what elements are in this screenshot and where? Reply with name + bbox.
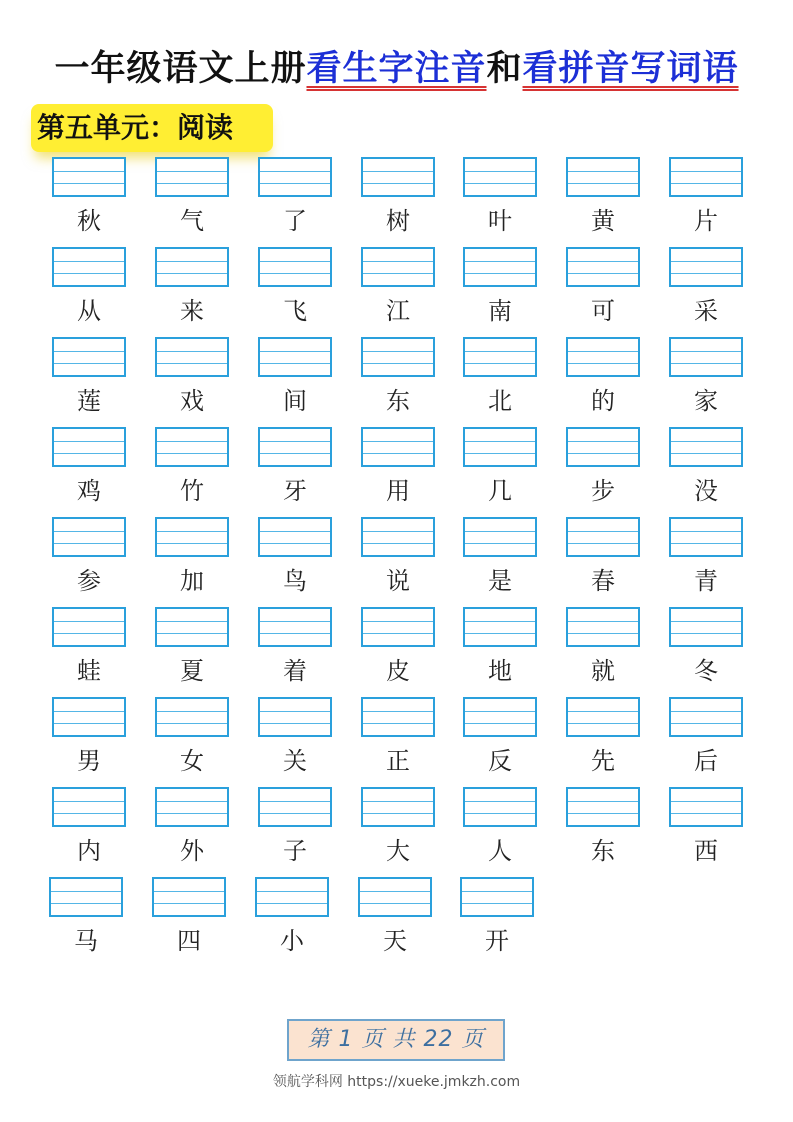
guide-line [465, 351, 535, 352]
guide-line [363, 621, 433, 622]
guide-line [671, 171, 741, 172]
hanzi-character: 正 [386, 747, 410, 775]
hanzi-character: 家 [694, 387, 718, 415]
pinyin-writing-box[interactable] [155, 517, 229, 557]
guide-line [260, 453, 330, 454]
hanzi-character: 采 [694, 297, 718, 325]
pinyin-writing-box[interactable] [463, 697, 537, 737]
pinyin-writing-box[interactable] [52, 337, 126, 377]
guide-line [363, 813, 433, 814]
pinyin-writing-box[interactable] [361, 697, 435, 737]
guide-line [54, 261, 124, 262]
hanzi-character: 反 [488, 747, 512, 775]
pinyin-writing-box[interactable] [463, 607, 537, 647]
guide-line [568, 543, 638, 544]
guide-line [671, 363, 741, 364]
hanzi-character: 外 [180, 837, 204, 865]
pinyin-writing-box[interactable] [566, 517, 640, 557]
hanzi-character: 莲 [77, 387, 101, 415]
pinyin-writing-box[interactable] [463, 517, 537, 557]
guide-line [462, 891, 532, 892]
hanzi-character: 东 [386, 387, 410, 415]
guide-line [568, 711, 638, 712]
pinyin-writing-box[interactable] [566, 787, 640, 827]
hanzi-character: 马 [74, 927, 98, 955]
guide-line [54, 711, 124, 712]
guide-line [568, 531, 638, 532]
guide-line [154, 903, 224, 904]
hanzi-character: 间 [283, 387, 307, 415]
pinyin-writing-box[interactable] [258, 607, 332, 647]
hanzi-character: 片 [694, 207, 718, 235]
guide-line [671, 261, 741, 262]
hanzi-character: 可 [591, 297, 615, 325]
pinyin-writing-box[interactable] [52, 157, 126, 197]
hanzi-character: 树 [386, 207, 410, 235]
hanzi-character: 气 [180, 207, 204, 235]
hanzi-character: 小 [280, 927, 304, 955]
pinyin-writing-box[interactable] [669, 517, 743, 557]
guide-line [363, 171, 433, 172]
hanzi-character: 飞 [283, 297, 307, 325]
pinyin-writing-box[interactable] [155, 787, 229, 827]
guide-line [465, 723, 535, 724]
hanzi-character: 冬 [694, 657, 718, 685]
title-part-write: 看拼音写词语 [522, 49, 739, 89]
guide-line [260, 813, 330, 814]
guide-line [54, 273, 124, 274]
title-part-and: 和 [486, 49, 523, 89]
guide-line [260, 711, 330, 712]
guide-line [363, 351, 433, 352]
guide-line [363, 453, 433, 454]
pinyin-writing-box[interactable] [361, 607, 435, 647]
guide-line [465, 711, 535, 712]
pinyin-writing-box[interactable] [669, 157, 743, 197]
guide-line [257, 891, 327, 892]
guide-line [54, 183, 124, 184]
guide-line [54, 171, 124, 172]
guide-line [671, 711, 741, 712]
pinyin-writing-box[interactable] [258, 697, 332, 737]
guide-line [568, 633, 638, 634]
guide-line [154, 891, 224, 892]
hanzi-character: 用 [386, 477, 410, 505]
hanzi-character: 鸟 [283, 567, 307, 595]
pinyin-writing-box[interactable] [52, 697, 126, 737]
pinyin-writing-box[interactable] [258, 157, 332, 197]
guide-line [671, 453, 741, 454]
hanzi-character: 叶 [488, 207, 512, 235]
hanzi-character: 鸡 [77, 477, 101, 505]
pinyin-writing-box[interactable] [463, 427, 537, 467]
pinyin-writing-box[interactable] [52, 247, 126, 287]
pinyin-writing-box[interactable] [566, 247, 640, 287]
hanzi-character: 来 [180, 297, 204, 325]
pinyin-writing-box[interactable] [566, 427, 640, 467]
guide-line [157, 273, 227, 274]
guide-line [568, 171, 638, 172]
guide-line [568, 363, 638, 364]
guide-line [260, 621, 330, 622]
pinyin-writing-box[interactable] [463, 157, 537, 197]
guide-line [260, 183, 330, 184]
guide-line [671, 801, 741, 802]
pinyin-writing-box[interactable] [669, 427, 743, 467]
guide-line [363, 723, 433, 724]
pinyin-writing-box[interactable] [361, 517, 435, 557]
hanzi-character: 说 [386, 567, 410, 595]
hanzi-character: 加 [180, 567, 204, 595]
hanzi-character: 地 [488, 657, 512, 685]
guide-line [54, 633, 124, 634]
title-part-annotate: 看生字注音 [306, 49, 487, 89]
guide-line [360, 891, 430, 892]
hanzi-character: 人 [488, 837, 512, 865]
hanzi-character: 先 [591, 747, 615, 775]
hanzi-character: 参 [77, 567, 101, 595]
guide-line [157, 261, 227, 262]
guide-line [465, 543, 535, 544]
guide-line [363, 183, 433, 184]
guide-line [157, 723, 227, 724]
hanzi-character: 四 [177, 927, 201, 955]
pinyin-writing-box[interactable] [361, 157, 435, 197]
source-credit: 领航学科网 https://xueke.jmkzh.com [272, 1074, 521, 1090]
pinyin-writing-box[interactable] [52, 787, 126, 827]
hanzi-character: 开 [485, 927, 509, 955]
guide-line [465, 273, 535, 274]
pinyin-writing-box[interactable] [361, 337, 435, 377]
pinyin-writing-box[interactable] [49, 877, 123, 917]
pinyin-writing-box[interactable] [152, 877, 226, 917]
guide-line [363, 441, 433, 442]
guide-line [363, 801, 433, 802]
guide-line [157, 633, 227, 634]
pinyin-writing-box[interactable] [52, 607, 126, 647]
hanzi-character: 春 [591, 567, 615, 595]
hanzi-character: 戏 [180, 387, 204, 415]
guide-line [671, 621, 741, 622]
hanzi-character: 秋 [77, 207, 101, 235]
pinyin-writing-box[interactable] [566, 157, 640, 197]
guide-line [51, 891, 121, 892]
guide-line [465, 453, 535, 454]
guide-line [54, 543, 124, 544]
guide-line [257, 903, 327, 904]
guide-line [568, 351, 638, 352]
guide-line [363, 543, 433, 544]
pinyin-writing-box[interactable] [155, 157, 229, 197]
pinyin-writing-box[interactable] [463, 337, 537, 377]
hanzi-character: 竹 [180, 477, 204, 505]
guide-line [363, 261, 433, 262]
guide-line [568, 453, 638, 454]
pinyin-writing-box[interactable] [669, 607, 743, 647]
guide-line [54, 363, 124, 364]
guide-line [157, 621, 227, 622]
hanzi-character: 西 [694, 837, 718, 865]
guide-line [671, 273, 741, 274]
guide-line [54, 801, 124, 802]
pinyin-writing-box[interactable] [258, 247, 332, 287]
pinyin-writing-box[interactable] [258, 337, 332, 377]
guide-line [54, 621, 124, 622]
guide-line [465, 633, 535, 634]
guide-line [260, 543, 330, 544]
guide-line [363, 633, 433, 634]
guide-line [671, 351, 741, 352]
pinyin-writing-box[interactable] [258, 517, 332, 557]
guide-line [260, 441, 330, 442]
guide-line [157, 183, 227, 184]
guide-line [51, 903, 121, 904]
title-part-grade: 一年级语文上册 [54, 49, 307, 89]
unit-badge: 第五单元：阅读 [31, 104, 273, 152]
guide-line [260, 273, 330, 274]
guide-line [465, 261, 535, 262]
guide-line [157, 543, 227, 544]
guide-line [568, 441, 638, 442]
guide-line [568, 273, 638, 274]
hanzi-character: 黄 [591, 207, 615, 235]
hanzi-character: 女 [180, 747, 204, 775]
guide-line [363, 711, 433, 712]
guide-line [260, 801, 330, 802]
guide-line [54, 453, 124, 454]
guide-line [360, 903, 430, 904]
pinyin-writing-box[interactable] [463, 787, 537, 827]
hanzi-character: 没 [694, 477, 718, 505]
hanzi-character: 内 [77, 837, 101, 865]
guide-line [157, 813, 227, 814]
guide-line [157, 531, 227, 532]
guide-line [54, 531, 124, 532]
guide-line [260, 171, 330, 172]
hanzi-character: 江 [386, 297, 410, 325]
pinyin-writing-box[interactable] [52, 517, 126, 557]
pinyin-writing-box[interactable] [669, 337, 743, 377]
guide-line [671, 543, 741, 544]
pinyin-writing-box[interactable] [155, 337, 229, 377]
pinyin-writing-box[interactable] [155, 697, 229, 737]
hanzi-character: 是 [488, 567, 512, 595]
guide-line [54, 441, 124, 442]
pinyin-writing-box[interactable] [258, 787, 332, 827]
guide-line [568, 813, 638, 814]
guide-line [363, 363, 433, 364]
pinyin-writing-box[interactable] [255, 877, 329, 917]
pinyin-writing-box[interactable] [361, 247, 435, 287]
guide-line [157, 441, 227, 442]
pinyin-writing-box[interactable] [566, 607, 640, 647]
hanzi-character: 南 [488, 297, 512, 325]
pinyin-writing-box[interactable] [669, 697, 743, 737]
guide-line [465, 441, 535, 442]
guide-line [260, 351, 330, 352]
guide-line [54, 723, 124, 724]
hanzi-character: 的 [591, 387, 615, 415]
hanzi-character: 几 [488, 477, 512, 505]
pinyin-writing-box[interactable] [669, 247, 743, 287]
guide-line [157, 363, 227, 364]
pinyin-writing-box[interactable] [463, 247, 537, 287]
hanzi-character: 牙 [283, 477, 307, 505]
guide-line [465, 183, 535, 184]
pinyin-writing-box[interactable] [52, 427, 126, 467]
guide-line [363, 273, 433, 274]
hanzi-character: 后 [694, 747, 718, 775]
guide-line [568, 723, 638, 724]
guide-line [465, 363, 535, 364]
hanzi-character: 关 [283, 747, 307, 775]
guide-line [157, 801, 227, 802]
guide-line [363, 531, 433, 532]
hanzi-character: 东 [591, 837, 615, 865]
pinyin-writing-box[interactable] [566, 697, 640, 737]
guide-line [54, 351, 124, 352]
pinyin-writing-box[interactable] [361, 787, 435, 827]
guide-line [465, 813, 535, 814]
guide-line [568, 183, 638, 184]
pinyin-writing-box[interactable] [669, 787, 743, 827]
guide-line [465, 531, 535, 532]
guide-line [260, 633, 330, 634]
hanzi-character: 男 [77, 747, 101, 775]
guide-line [157, 453, 227, 454]
hanzi-character: 了 [283, 207, 307, 235]
guide-line [157, 351, 227, 352]
guide-line [671, 813, 741, 814]
guide-line [260, 723, 330, 724]
guide-line [260, 261, 330, 262]
hanzi-character: 青 [694, 567, 718, 595]
hanzi-character: 北 [488, 387, 512, 415]
hanzi-character: 步 [591, 477, 615, 505]
guide-line [465, 801, 535, 802]
guide-line [462, 903, 532, 904]
pinyin-writing-box[interactable] [358, 877, 432, 917]
guide-line [671, 183, 741, 184]
hanzi-character: 着 [283, 657, 307, 685]
hanzi-character: 就 [591, 657, 615, 685]
guide-line [671, 531, 741, 532]
guide-line [157, 171, 227, 172]
guide-line [568, 801, 638, 802]
guide-line [260, 531, 330, 532]
guide-line [54, 813, 124, 814]
guide-line [671, 633, 741, 634]
hanzi-character: 蛙 [77, 657, 101, 685]
hanzi-character: 皮 [386, 657, 410, 685]
guide-line [568, 261, 638, 262]
hanzi-character: 大 [386, 837, 410, 865]
pinyin-writing-box[interactable] [460, 877, 534, 917]
hanzi-character: 天 [383, 927, 407, 955]
pinyin-writing-box[interactable] [155, 427, 229, 467]
pinyin-writing-box[interactable] [361, 427, 435, 467]
guide-line [260, 363, 330, 364]
pinyin-writing-box[interactable] [566, 337, 640, 377]
hanzi-character: 从 [77, 297, 101, 325]
guide-line [465, 171, 535, 172]
hanzi-character: 夏 [180, 657, 204, 685]
guide-line [671, 723, 741, 724]
pinyin-writing-box[interactable] [258, 427, 332, 467]
hanzi-character: 子 [283, 837, 307, 865]
guide-line [157, 711, 227, 712]
pinyin-writing-box[interactable] [155, 247, 229, 287]
pinyin-writing-box[interactable] [155, 607, 229, 647]
guide-line [671, 441, 741, 442]
guide-line [465, 621, 535, 622]
guide-line [568, 621, 638, 622]
page-number-box: 第 1 页 共 22 页 [287, 1019, 505, 1061]
